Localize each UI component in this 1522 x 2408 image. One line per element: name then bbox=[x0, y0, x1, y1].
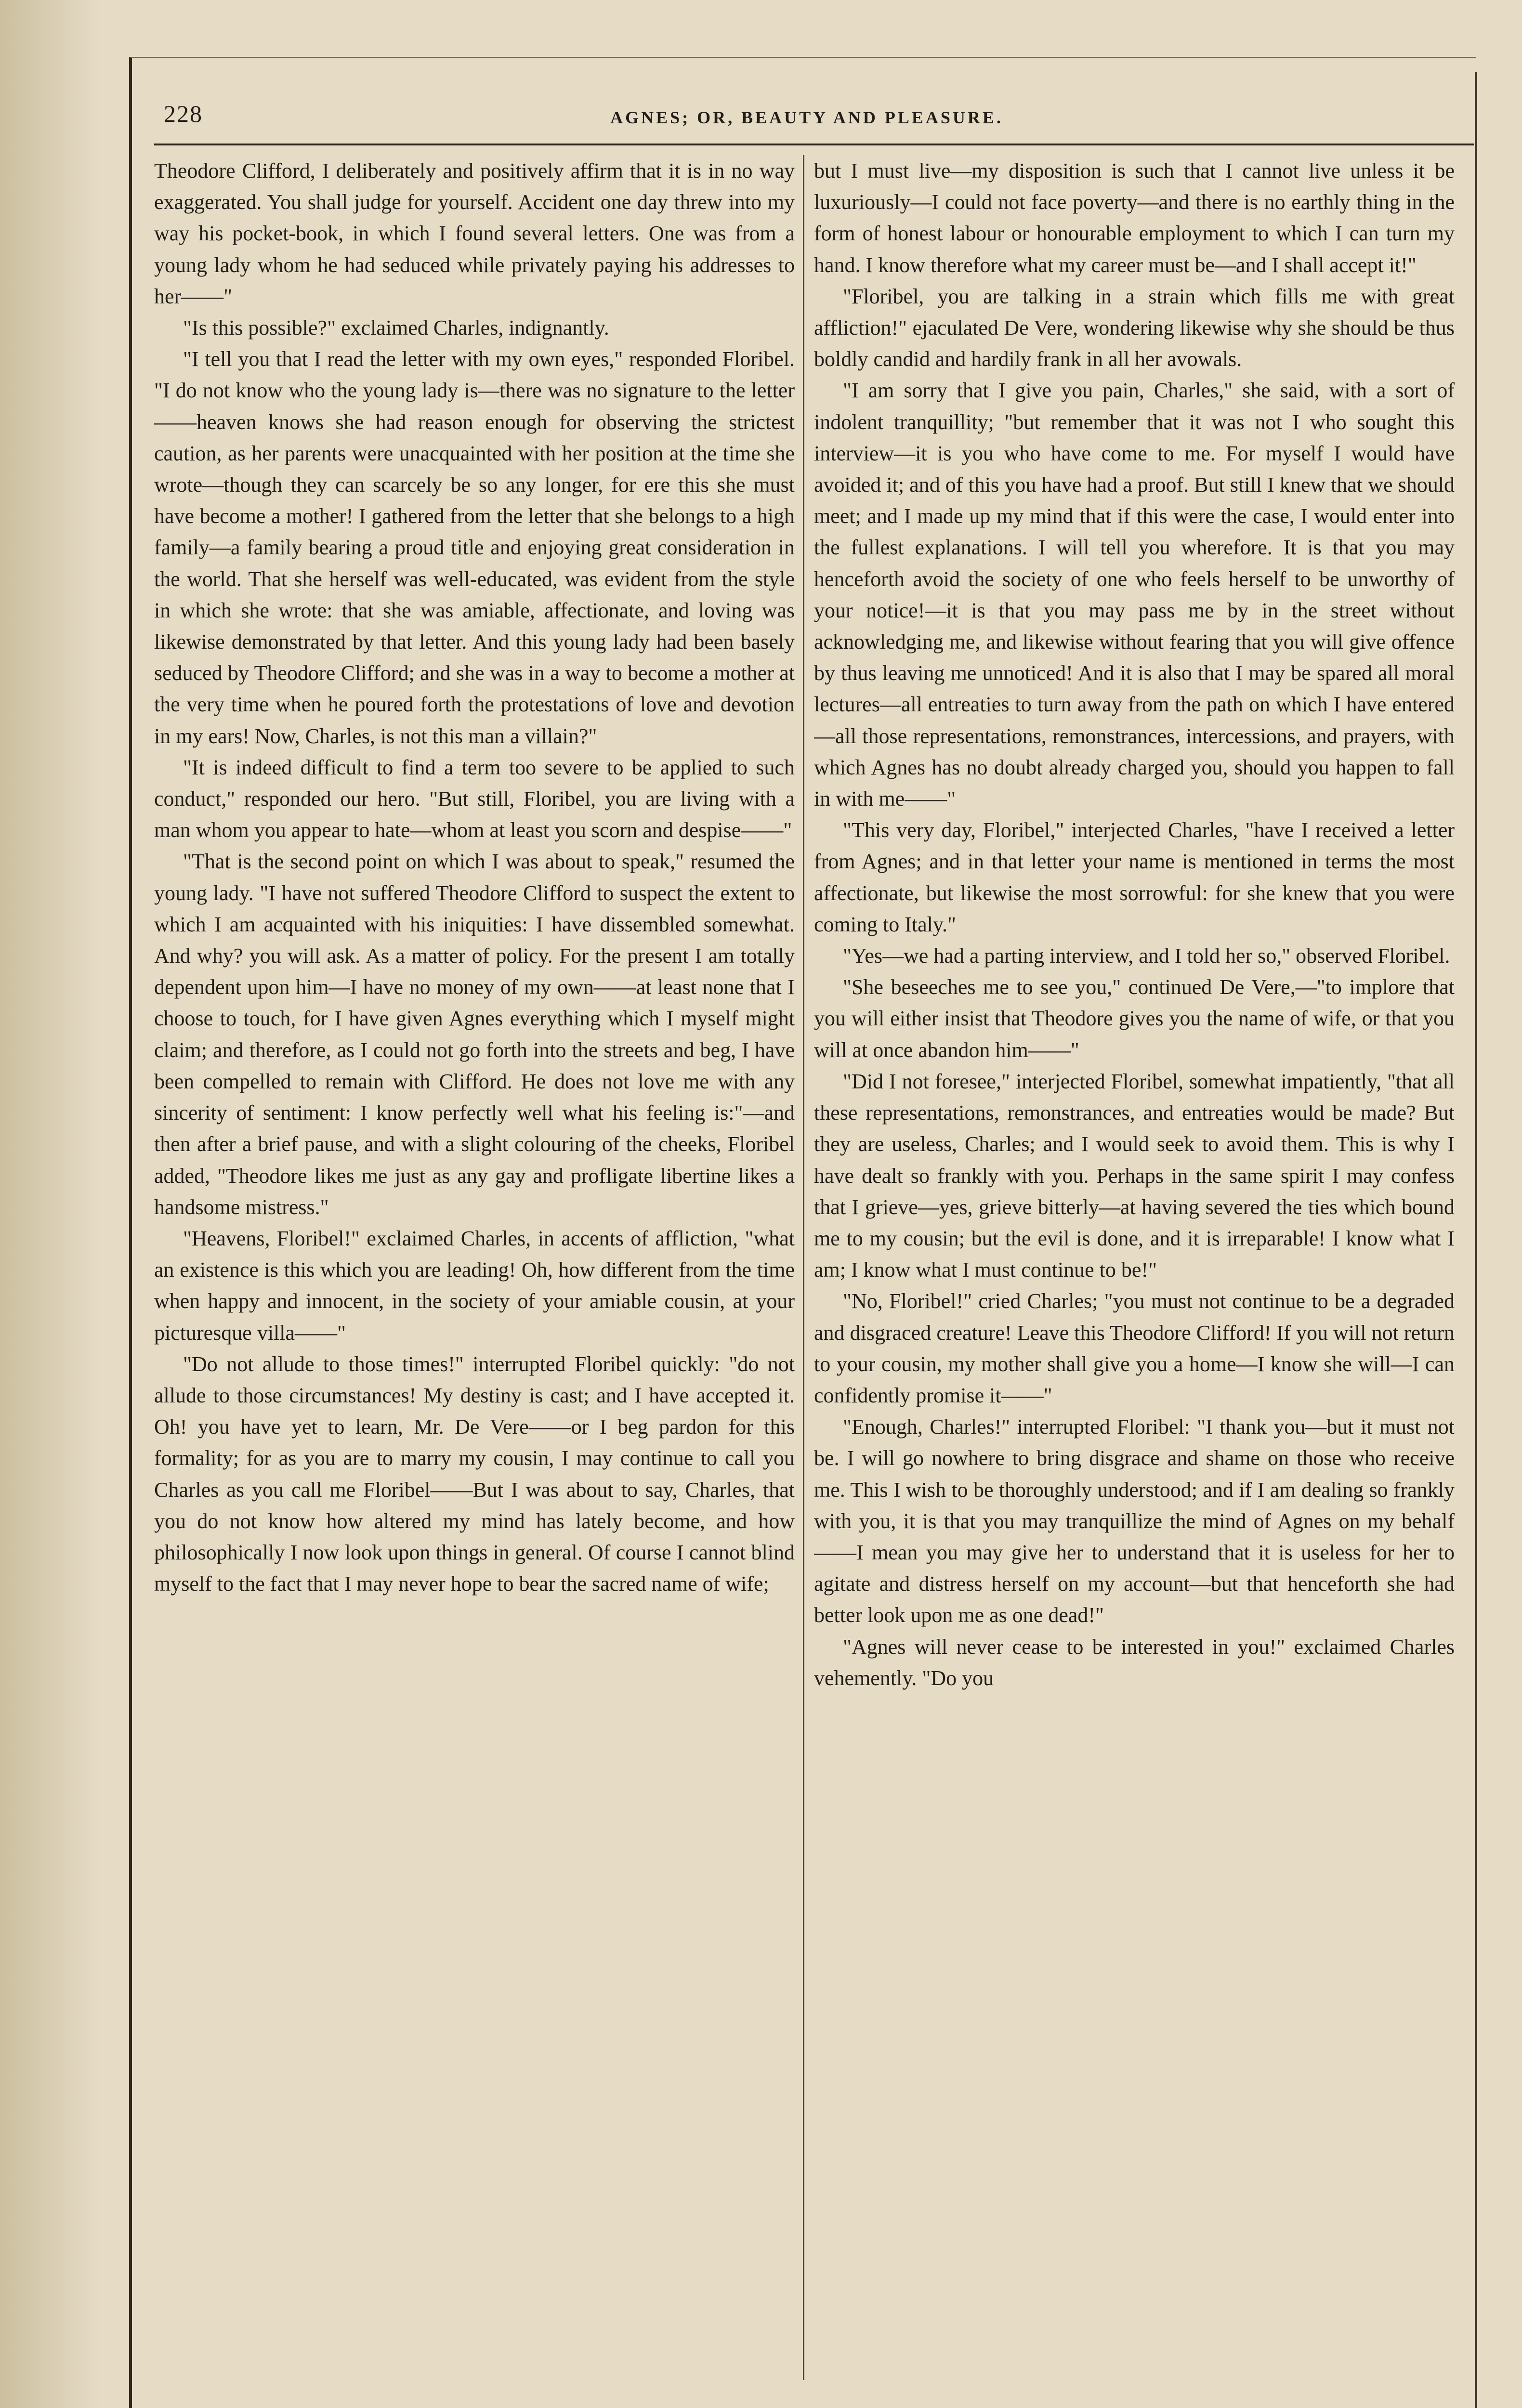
paragraph: "This very day, Floribel," interjected Charles, "have I received a letter from Agnes; and in that letter your name is mentioned in terms the most affectionate, but likewise the most sorrowful: for she knew that you were coming to Italy." bbox=[814, 818, 1455, 936]
header-rule bbox=[154, 144, 1474, 145]
paragraph: "I tell you that I read the letter with my own eyes," responded Floribel. "I do not know who the young lady is—there was no signature to the letter——heaven knows she had reason enough for observing the strictest caution, as her parents were unacquainted with her position at the time she wrote—though they can scarcely be so any longer, for ere this she must have become a mother! I gathered from the letter that she belongs to a high family—a family bearing a proud title and enjoying great consideration in the world. That she herself was well-educated, was evident from the style in which she wrote: that she was amiable, affectionate, and loving was likewise demonstrated by that letter. And this young lady had been basely seduced by Theodore Clifford; and she was in a way to become a mother at the very time when he poured forth the protestations of love and devotion in my ears! Now, Charles, is not this man a villain?" bbox=[154, 347, 795, 748]
paragraph: Theodore Clifford, I deliberately and positively affirm that it is in no way exaggerated. You shall judge for yourself. Accident one day threw into my way his pocket-book, in which I found several letters. One was from a young lady whom he had seduced while privately paying his addresses to her——" bbox=[154, 159, 795, 308]
paragraph: "It is indeed difficult to find a term too severe to be applied to such conduct," responded our hero. "But still, Floribel, you are living with a man whom you appear to hate—whom at least you scorn and despise——" bbox=[154, 755, 795, 842]
paragraph: "That is the second point on which I was about to speak," resumed the young lady. "I have not suffered Theodore Clifford to suspect the extent to which I am acquainted with his iniquities: I have dissembled somewhat. And why? you will ask. As a matter of policy. For the present I am totally dependent upon him—I have no money of my own——at least none that I choose to touch, for I have given Agnes everything which I myself might claim; and therefore, as I could not go forth into the streets and beg, I have been compelled to remain with Clifford. He does not love me with any sincerity of sentiment: I know perfectly well what his feeling is:"—and then after a brief pause, and with a slight colouring of the cheeks, Floribel added, "Theodore likes me just as any gay and profligate libertine likes a handsome mistress." bbox=[154, 850, 795, 1219]
right-text-column bbox=[814, 155, 1455, 2356]
paragraph: "She beseeches me to see you," continued De Vere,—"to implore that you will either insist that Theodore gives you the name of wife, or that you will at once abandon him——" bbox=[814, 975, 1455, 1062]
page-number: 228 bbox=[164, 100, 203, 127]
page-header bbox=[159, 99, 1455, 132]
paragraph: but I must live—my disposition is such that I cannot live unless it be luxuriously—I could not face poverty—and there is no earthly thing in the form of honest labour or honourable employment to which I can turn my hand. I know therefore what my career must be—and I shall accept it!" bbox=[814, 159, 1455, 277]
paragraph: "No, Floribel!" cried Charles; "you must not continue to be a degraded and disgraced creature! Leave this Theodore Clifford! If you will not return to your cousin, my mother shall give you a home—I know she will—I can confidently promise it——" bbox=[814, 1289, 1455, 1407]
page-edge-shadow bbox=[0, 0, 101, 2408]
paragraph: "Floribel, you are talking in a strain which fills me with great affliction!" ejaculated De Vere, wondering likewise why she should be thus boldly candid and hardily frank in all her avowals. bbox=[814, 284, 1455, 371]
paragraph: "Is this possible?" exclaimed Charles, indignantly. bbox=[183, 316, 609, 340]
left-text-column bbox=[154, 155, 795, 2356]
running-title: AGNES; OR, BEAUTY AND PLEASURE. bbox=[610, 108, 1003, 127]
paragraph: "Agnes will never cease to be interested in you!" exclaimed Charles vehemently. "Do you bbox=[814, 1635, 1455, 1690]
right-margin-rule bbox=[1475, 72, 1477, 2408]
paragraph: "Yes—we had a parting interview, and I told her so," observed Floribel. bbox=[843, 944, 1450, 968]
column-divider bbox=[803, 155, 804, 2380]
paragraph: "Enough, Charles!" interrupted Floribel: "I thank you—but it must not be. I will go nowhere to bring disgrace and shame on those who receive me. This I wish to be thoroughly understood; and if I am dealing so frankly with you, it is that you may tranquillize the mind of Agnes on my behalf——I mean you may give her to understand that it is useless for her to agitate and distress herself on my account—but that henceforth she had better look upon me as one dead!" bbox=[814, 1415, 1455, 1627]
paragraph: "Do not allude to those times!" interrupted Floribel quickly: "do not allude to those circumstances! My destiny is cast; and I have accepted it. Oh! you have yet to learn, Mr. De Vere——or I beg pardon for this formality; for as you are to marry my cousin, I may continue to call you Charles as you call me Floribel——But I was about to say, Charles, that you do not know how altered my mind has lately become, and how philosophically I now look upon things in general. Of course I cannot blind myself to the fact that I may never hope to bear the sacred name of wife; bbox=[154, 1352, 795, 1596]
paragraph: "Did I not foresee," interjected Floribel, somewhat impatiently, "that all these representations, remonstrances, and entreaties would be made? But they are useless, Charles; and I would seek to avoid them. This is why I have dealt so frankly with you. Perhaps in the same spirit I may confess that I grieve—yes, grieve bitterly—at having severed the ties which bound me to my cousin; but the evil is done, and it is irreparable! I know what I am; I know what I must continue to be!" bbox=[814, 1069, 1455, 1282]
paragraph: "Heavens, Floribel!" exclaimed Charles, in accents of affliction, "what an existence is this which you are leading! Oh, how different from the time when happy and innocent, in the society of your amiable cousin, at your picturesque villa——" bbox=[154, 1226, 795, 1345]
paragraph: "I am sorry that I give you pain, Charles," she said, with a sort of indolent tranquillity; "but remember that it was not I who sought this interview—it is you who have come to me. For myself I would have avoided it; and of this you have had a proof. But still I knew that we should meet; and I made up my mind that if this were the case, I would enter into the fullest explanations. I will tell you wherefore. It is that you may henceforth avoid the society of one who feels herself to be unworthy of your notice!—it is that you may pass me by in the street without acknowledging me, and likewise without fearing that you will give offence by thus leaving me unnoticed! And it is also that I may be spared all moral lectures—all entreaties to turn away from the path on which I have entered—all those representations, remonstrances, intercessions, and prayers, with which Agnes has no doubt already charged you, should you happen to fall in with me——" bbox=[814, 379, 1455, 811]
